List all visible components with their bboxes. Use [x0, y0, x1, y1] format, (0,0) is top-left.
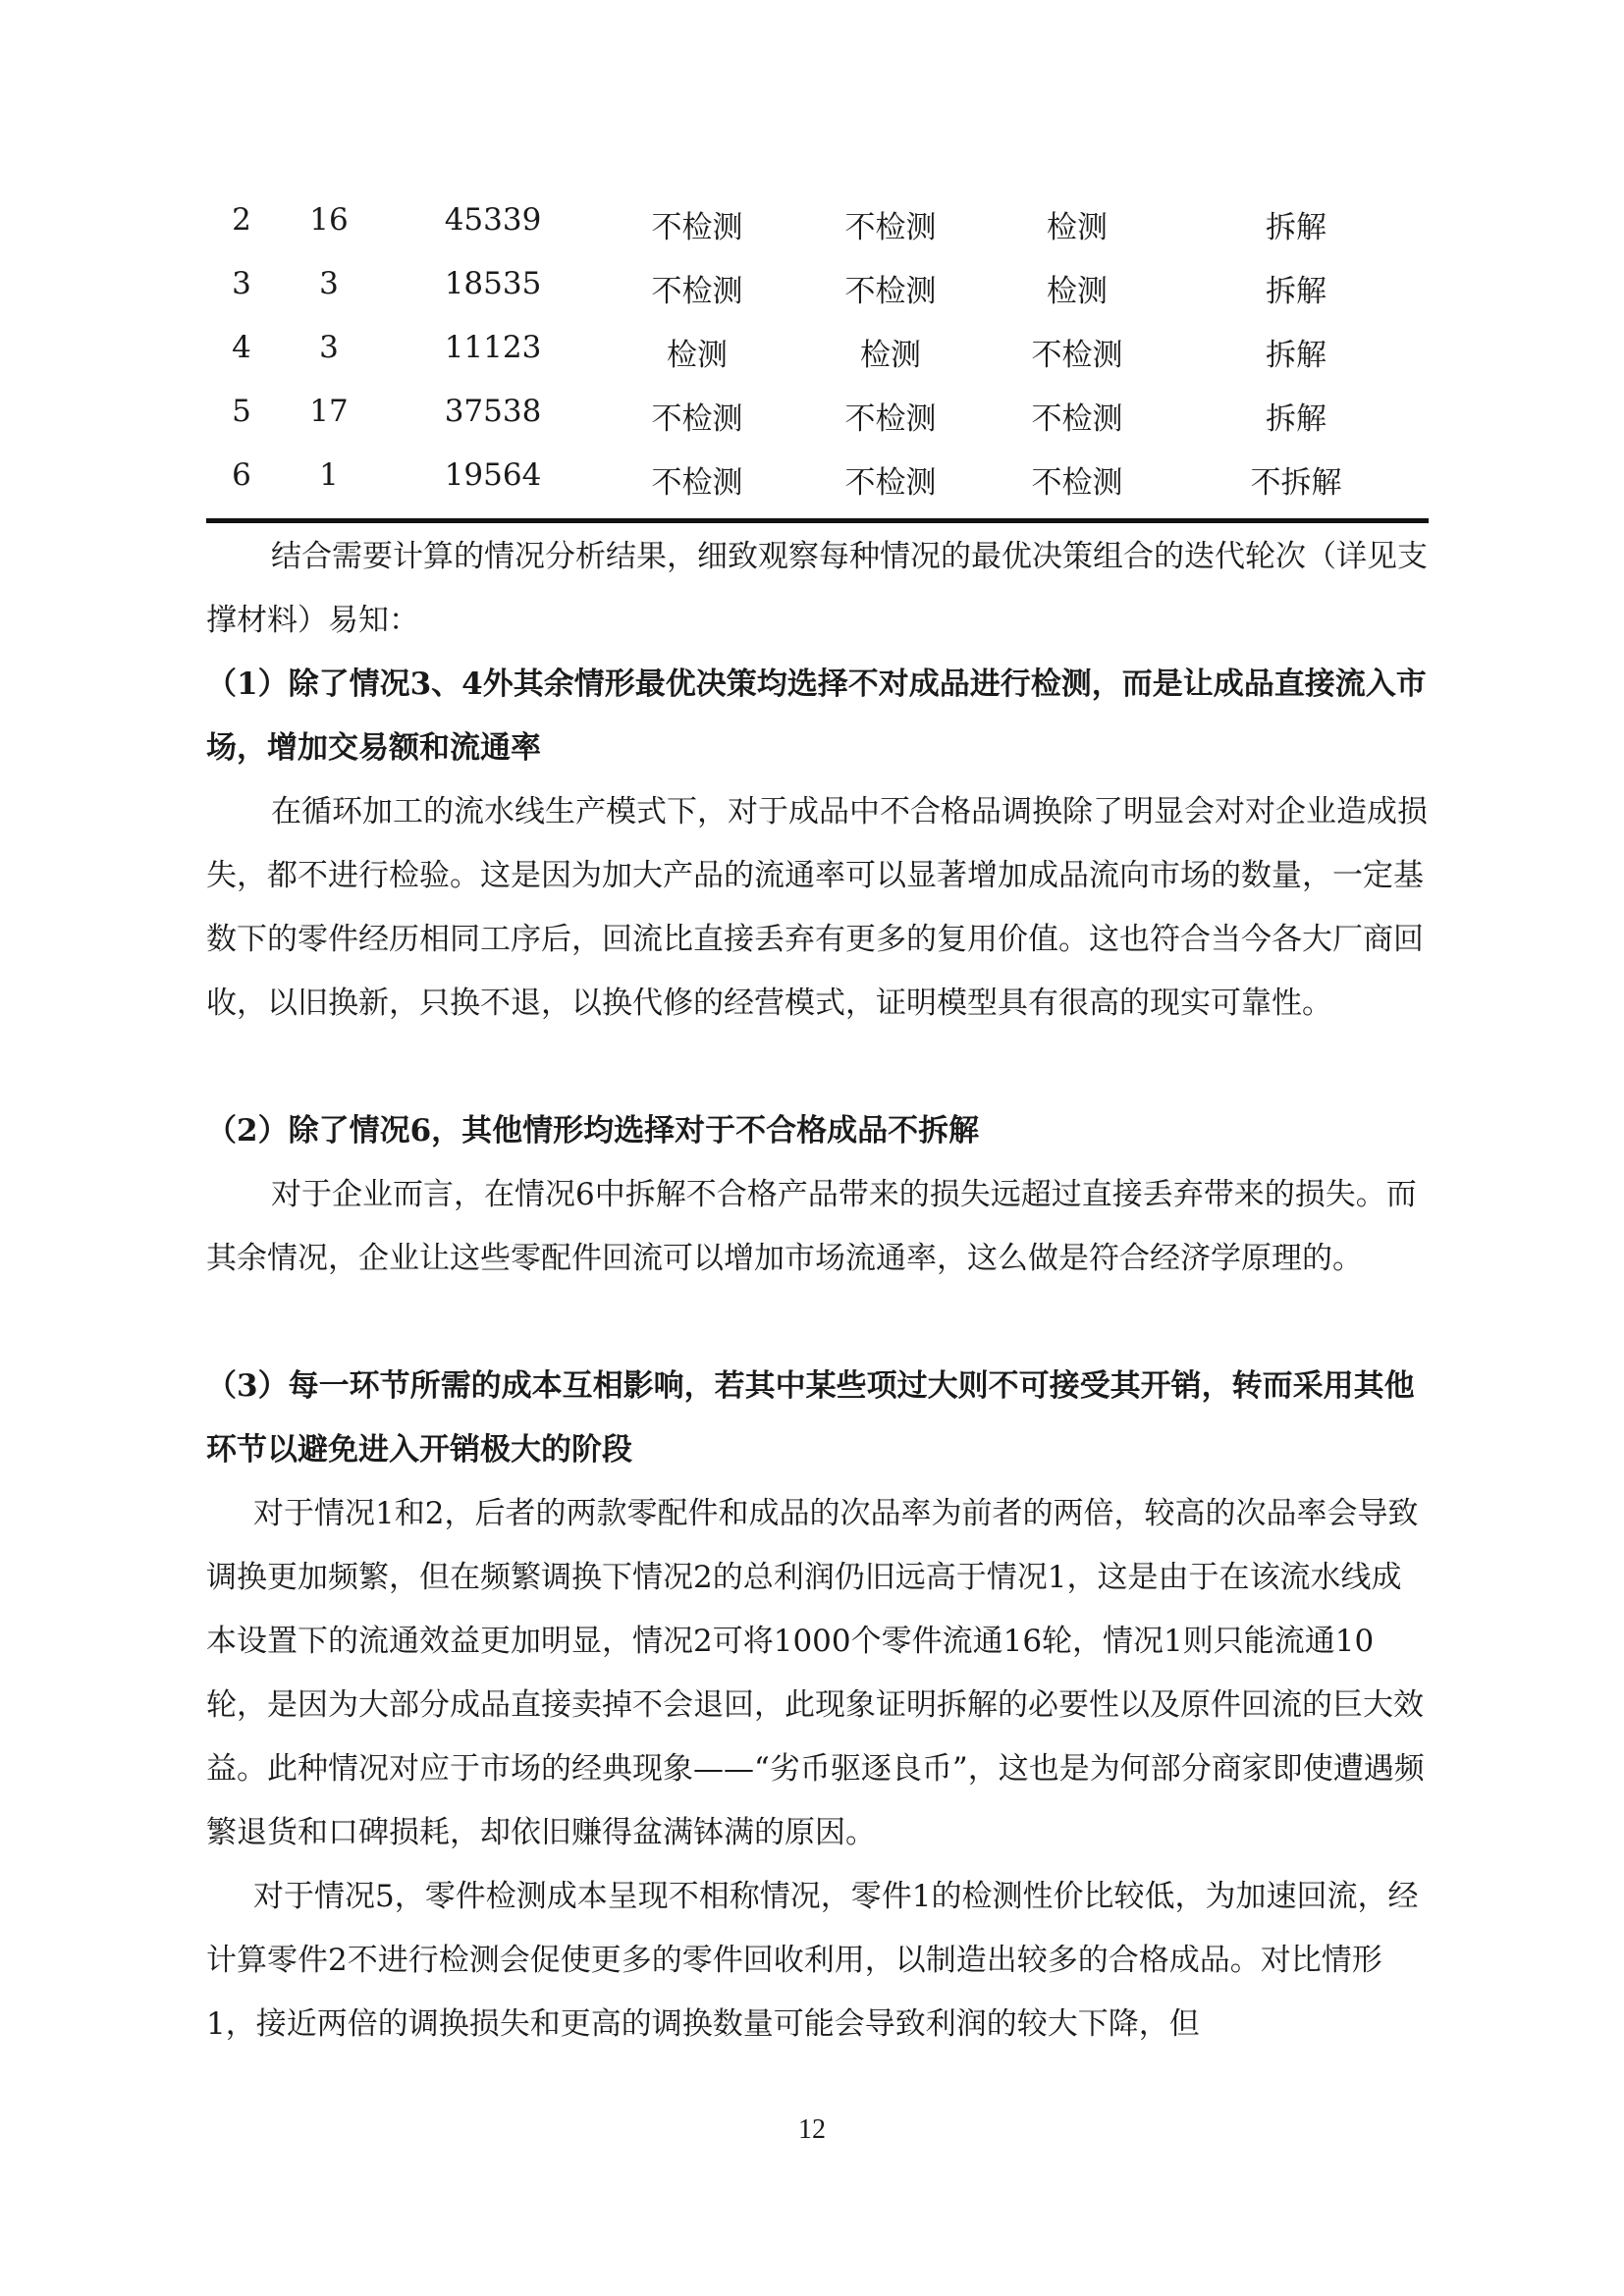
cell-part2: 不检测: [844, 401, 937, 437]
table-row: [206, 384, 1429, 448]
cell-disassemble: 不拆解: [1250, 465, 1342, 501]
page-number: 12: [798, 2114, 826, 2145]
table-row: [206, 448, 1429, 511]
cell-rounds: 1: [319, 457, 339, 493]
cell-product: 不检测: [1031, 465, 1123, 501]
cell-product: 检测: [1047, 274, 1108, 309]
finding-3-paragraph: 对于情况1和2，后者的两款零配件和成品的次品率为前者的两倍，较高的次品率会导致调换更加频繁，但在频繁调换下情况2的总利润仍旧远高于情况1，这是由于在该流水线成本设置下的流通效益更加明显，情况2可将1000个零件流通16轮，情况1则只能流通10轮，是因为大部分成品直接卖掉不会退回，此现象证明拆解的必要性以及原件回流的巨大效益。此种情况对应于市场的经典现象——“劣币驱逐良币”，这也是为何部分商家即使遭遇频繁退货和口碑损耗，却依旧赚得盆满钵满的原因。: [206, 1496, 1425, 1850]
cell-case: 6: [232, 457, 251, 493]
finding-1-paragraph: 在循环加工的流水线生产模式下，对于成品中不合格品调换除了明显会对对企业造成损失，都不进行检验。这是因为加大产品的流通率可以显著增加成品流向市场的数量，一定基数下的零件经历相同工序后，回流比直接丢弃有更多的复用价值。这也符合当今各大厂商回收，以旧换新，只换不退，以换代修的经营模式，证明模型具有很高的现实可靠性。: [206, 794, 1428, 1021]
cell-profit: 19564: [444, 457, 542, 493]
cell-disassemble: 拆解: [1266, 338, 1326, 373]
cell-rounds: 3: [319, 330, 339, 365]
cell-profit: 11123: [444, 330, 542, 365]
cell-disassemble: 拆解: [1266, 274, 1326, 309]
cell-case: 4: [232, 330, 251, 365]
cell-disassemble: 拆解: [1266, 401, 1326, 437]
cell-part2: 检测: [860, 338, 921, 373]
case5-paragraph: 对于情况5，零件检测成本呈现不相称情况，零件1的检测性价比较低，为加速回流，经计算零件2不进行检测会促使更多的零件回收利用，以制造出较多的合格成品。对比情形1，接近两倍的调换损失和更高的调换数量可能会导致利润的较大下降，但: [206, 1879, 1419, 2042]
cell-profit: 37538: [444, 394, 542, 429]
cell-rounds: 3: [319, 266, 339, 301]
cell-disassemble: 拆解: [1266, 210, 1326, 245]
table-row: [206, 256, 1429, 320]
cell-part1: 不检测: [651, 274, 743, 309]
cell-part1: 检测: [667, 338, 728, 373]
cell-case: 3: [232, 266, 251, 301]
cell-profit: 45339: [444, 202, 542, 238]
cell-product: 检测: [1047, 210, 1108, 245]
cell-part1: 不检测: [651, 465, 743, 501]
cell-part2: 不检测: [844, 210, 937, 245]
cell-product: 不检测: [1031, 338, 1123, 373]
cell-part1: 不检测: [651, 401, 743, 437]
intro-paragraph: 结合需要计算的情况分析结果，细致观察每种情况的最优决策组合的迭代轮次（详见支撑材料）易知：: [206, 539, 1428, 638]
cell-profit: 18535: [444, 266, 542, 301]
table-row: [206, 192, 1429, 256]
cell-case: 2: [232, 202, 251, 238]
table-bottom-rule: [206, 518, 1429, 523]
cell-part2: 不检测: [844, 465, 937, 501]
results-table: [206, 192, 1429, 511]
cell-part1: 不检测: [651, 210, 743, 245]
table-row: [206, 320, 1429, 384]
finding-1-heading: （1）除了情况3、4外其余情形最优决策均选择不对成品进行检测，而是让成品直接流入市场，增加交易额和流通率: [206, 667, 1427, 766]
finding-3-heading: （3）每一环节所需的成本互相影响，若其中某些项过大则不可接受其开销，转而采用其他环节以避免进入开销极大的阶段: [206, 1368, 1415, 1468]
cell-rounds: 17: [309, 394, 349, 429]
cell-case: 5: [232, 394, 251, 429]
cell-product: 不检测: [1031, 401, 1123, 437]
finding-2-paragraph: 对于企业而言，在情况6中拆解不合格产品带来的损失远超过直接丢弃带来的损失。而其余情况，企业让这些零配件回流可以增加市场流通率，这么做是符合经济学原理的。: [206, 1177, 1417, 1276]
cell-part2: 不检测: [844, 274, 937, 309]
cell-rounds: 16: [309, 202, 349, 238]
finding-2-heading: （2）除了情况6，其他情形均选择对于不合格成品不拆解: [206, 1113, 980, 1148]
